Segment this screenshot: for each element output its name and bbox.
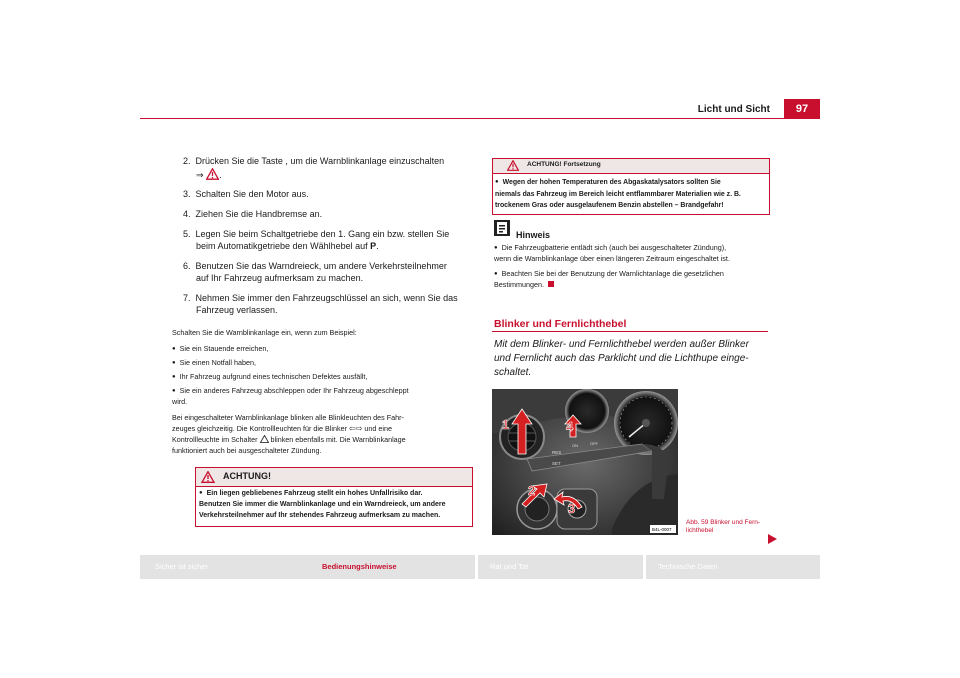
- warning-header: [196, 468, 472, 487]
- footer-tab-bedienungshinweise[interactable]: Bedienungshinweise: [310, 555, 475, 579]
- step-6: 6. Benutzen Sie das Warndreieck, um andere Verkehrsteilnehmer: [183, 261, 447, 271]
- note-item-1-line1: ● Die Fahrzeugbatterie entlädt sich (auch bei ausgeschalteter Zündung),: [494, 243, 726, 255]
- page-number: 97: [784, 99, 820, 119]
- header-rule: [140, 118, 820, 119]
- examples-intro: Schalten Sie die Warnblinkanlage ein, wenn zum Beispiel:: [172, 328, 357, 337]
- figure-caption-line1: Abb. 59 Blinker und Fern-: [686, 519, 761, 526]
- section-intro-line3: schaltet.: [494, 367, 532, 378]
- figure-caption-line2: lichthebel: [686, 527, 714, 534]
- list-item: ● Sie ein anderes Fahrzeug abschleppen oder Ihr Fahrzeug abgeschleppt: [172, 386, 409, 398]
- section-intro-line1: Mit dem Blinker- und Fernlichthebel werden außer Blinker: [494, 339, 749, 350]
- note-icon: [494, 220, 510, 236]
- lever-label-off: OFF: [590, 441, 598, 446]
- warning-triangle-icon: [206, 168, 219, 180]
- end-marker-icon: [548, 281, 554, 287]
- para-line3: Kontrollleuchte im Schalter blinken ebenfalls mit. Die Warnblinkanlage: [172, 435, 406, 444]
- para-line4: funktioniert auch bei ausgeschalteter Zündung.: [172, 446, 322, 455]
- warning-cont-line3: trockenem Gras oder ausgelaufenem Benzin abstellen – Brandgefahr!: [495, 202, 724, 209]
- footer-tab-technische-daten[interactable]: Technische Daten: [646, 555, 820, 579]
- footer-tab-sicher[interactable]: Sicher ist sicher: [140, 555, 323, 579]
- section-title: Blinker und Fernlichthebel: [494, 318, 627, 330]
- list-item: ● Sie einen Notfall haben,: [172, 358, 256, 370]
- step-2: 2. Drücken Sie die Taste , um die Warnblinkanlage einzuschalten: [183, 156, 445, 166]
- step-2-text: Drücken Sie die Taste , um die Warnblinkanlage einzuschalten: [195, 156, 445, 166]
- figure-code: B4L-0007: [652, 527, 672, 532]
- section-rule: [492, 331, 768, 332]
- lever-label-set: SET: [552, 461, 561, 466]
- list-item: ● Ihr Fahrzeug aufgrund eines technischen Defektes ausfällt,: [172, 372, 367, 384]
- callout-3: 3: [568, 501, 576, 516]
- callout-4: 4: [566, 419, 574, 434]
- callout-1: 1: [502, 417, 510, 432]
- callout-2: 2: [528, 483, 536, 498]
- lever-label-res: RES: [552, 450, 562, 455]
- warning-title: ACHTUNG!: [223, 471, 271, 481]
- lever-label-on: ON: [572, 443, 578, 448]
- lever-figure-image: [492, 389, 678, 535]
- note-item-2-line2: Bestimmungen.: [494, 280, 554, 291]
- note-title: Hinweis: [516, 230, 551, 240]
- warning-line3: Verkehrsteilnehmer auf Ihr stehendes Fahrzeug aufmerksam zu machen.: [199, 512, 441, 519]
- page-header-title: Licht und Sicht: [697, 104, 770, 115]
- section-intro-line2: und Fernlicht auch das Parklicht und die Lichthupe einge-: [494, 353, 749, 364]
- list-item-cont: wird.: [172, 397, 188, 406]
- warning-cont-title: ACHTUNG! Fortsetzung: [527, 161, 601, 168]
- note-item-2-line1: ● Beachten Sie bei der Benutzung der Warnlichtanlage die gesetzlichen: [494, 269, 724, 281]
- warning-line1: ● Ein liegen gebliebenes Fahrzeug stellt ein hohes Unfallrisiko dar.: [199, 489, 423, 500]
- warning-cont-line2: niemals das Fahrzeug im Bereich leicht entflammbarer Materialien wie z. B.: [495, 191, 741, 198]
- step-5: 5. Legen Sie beim Schaltgetriebe den 1. Gang ein bzw. stellen Sie: [183, 229, 450, 239]
- note-item-1-line2: wenn die Warnblinkanlage über einen längeren Zeitraum eingeschaltet ist.: [494, 254, 730, 263]
- step-5-line2: beim Automatikgetriebe den Wählhebel auf P.: [196, 241, 379, 251]
- step-6-line2: auf Ihr Fahrzeug aufmerksam zu machen.: [196, 273, 364, 283]
- warning-cont-line1: ● Wegen der hohen Temperaturen des Abgaskatalysators sollten Sie: [495, 178, 721, 189]
- hazard-triangle-icon: [260, 435, 269, 443]
- step-2-ref: ⇒ .: [196, 170, 222, 180]
- list-item: ● Sie ein Stauende erreichen,: [172, 344, 268, 356]
- step-3: 3. Schalten Sie den Motor aus.: [183, 189, 309, 199]
- step-7: 7. Nehmen Sie immer den Fahrzeugschlüssel an sich, wenn Sie das: [183, 293, 458, 303]
- step-7-line2: Fahrzeug verlassen.: [196, 305, 278, 315]
- para-line2: zeuges gleichzeitig. Die Kontrollleuchten für die Blinker ⇦⇨ und eine: [172, 424, 392, 433]
- para-line1: Bei eingeschalteter Warnblinkanlage blinken alle Blinkleuchten des Fahr-: [172, 413, 404, 422]
- warning-cont-header: [493, 159, 769, 174]
- footer-tab-rat-und-tat[interactable]: Rat und Tat: [478, 555, 643, 579]
- turn-signal-arrows-icon: ⇦⇨: [349, 424, 363, 433]
- warning-line2: Benutzen Sie immer die Warnblinkanlage und ein Warndreieck, um andere: [199, 501, 446, 508]
- warning-triangle-icon: [507, 160, 519, 171]
- next-page-arrow-icon[interactable]: [768, 534, 777, 544]
- step-4: 4. Ziehen Sie die Handbremse an.: [183, 209, 323, 219]
- warning-triangle-icon: [201, 471, 215, 483]
